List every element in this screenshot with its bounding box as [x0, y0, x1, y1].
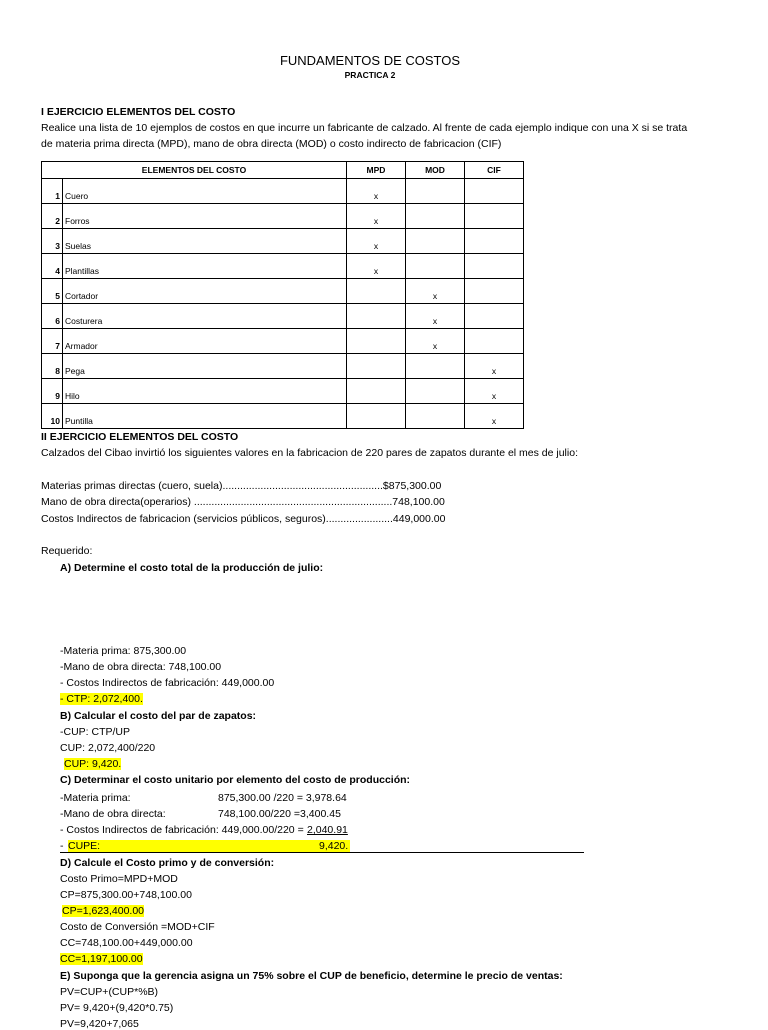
- table-row: [42, 354, 524, 379]
- mpd-mark: x: [347, 254, 406, 279]
- cost-elements-table: [41, 161, 524, 429]
- cif-mark: [465, 179, 524, 204]
- value-materias-primas: Materias primas directas (cuero, suela).......................................................$875,300.00: [41, 480, 442, 492]
- mod-mark: [406, 179, 465, 204]
- table-header-row: [42, 162, 524, 179]
- requerido-label: Requerido:: [41, 545, 93, 557]
- row-number: 1: [42, 179, 63, 204]
- d-conversion-formula: Costo de Conversión =MOD+CIF: [60, 921, 215, 933]
- b-cup-result: CUP: 9,420.: [64, 758, 122, 770]
- cost-element-name: Cuero: [63, 179, 347, 204]
- table-row: [42, 279, 524, 304]
- b-calc: CUP: 2,072,400/220: [60, 742, 156, 754]
- value-costos-indirectos: Costos Indirectos de fabricacion (servicios públicos, seguros).......................449,000.00: [41, 513, 446, 525]
- c-materia-prima-label: -Materia prima:: [60, 792, 131, 804]
- c-cupe-highlight: [68, 840, 350, 852]
- question-d: D) Calcule el Costo primo y de conversión:: [60, 857, 275, 869]
- table-row: [42, 229, 524, 254]
- question-b: B) Calcular el costo del par de zapatos:: [60, 710, 257, 722]
- d-cp-result: CP=1,623,400.00: [62, 905, 145, 917]
- a-mano-obra: -Mano de obra directa: 748,100.00: [60, 661, 222, 673]
- mpd-mark: [347, 404, 406, 429]
- c-mano-obra-label: -Mano de obra directa:: [60, 808, 166, 820]
- cif-mark: [465, 304, 524, 329]
- mod-mark: [406, 229, 465, 254]
- mod-mark: x: [406, 304, 465, 329]
- cif-mark: x: [465, 354, 524, 379]
- c-cupe-label: CUPE:: [68, 840, 101, 852]
- question-a: A) Determine el costo total de la producción de julio:: [60, 562, 324, 574]
- row-number: 2: [42, 204, 63, 229]
- mpd-mark: x: [347, 229, 406, 254]
- c-cupe-value: 9,420.: [319, 840, 349, 852]
- section2-heading: II EJERCICIO ELEMENTOS DEL COSTO: [41, 431, 239, 443]
- mod-mark: [406, 254, 465, 279]
- cif-mark: x: [465, 379, 524, 404]
- row-number: 7: [42, 329, 63, 354]
- mpd-mark: [347, 329, 406, 354]
- mpd-mark: [347, 354, 406, 379]
- cif-mark: [465, 229, 524, 254]
- e-formula: PV=CUP+(CUP*%B): [60, 986, 159, 998]
- cif-mark: [465, 204, 524, 229]
- mod-mark: x: [406, 329, 465, 354]
- b-formula: -CUP: CTP/UP: [60, 726, 131, 738]
- table-row: [42, 204, 524, 229]
- mpd-mark: [347, 304, 406, 329]
- table-row: [42, 179, 524, 204]
- a-materia-prima: -Materia prima: 875,300.00: [60, 645, 187, 657]
- question-c: C) Determinar el costo unitario por elemento del costo de producción:: [60, 774, 411, 786]
- mod-mark: [406, 354, 465, 379]
- row-number: 4: [42, 254, 63, 279]
- e-partial: PV=9,420+7,065: [60, 1018, 139, 1030]
- c-mano-obra-value: 748,100.00/220 =3,400.45: [218, 808, 341, 820]
- cost-element-name: Plantillas: [63, 254, 347, 279]
- row-number: 8: [42, 354, 63, 379]
- mpd-mark: [347, 279, 406, 304]
- cif-mark: x: [465, 404, 524, 429]
- value-mano-obra: Mano de obra directa(operarios) ....................................................................748,100.00: [41, 496, 445, 508]
- c-costos-indirectos-label: - Costos Indirectos de fabricación: 449,000.00/220 =: [60, 824, 304, 836]
- cost-element-name: Armador: [63, 329, 347, 354]
- row-number: 3: [42, 229, 63, 254]
- d-costo-primo-formula: Costo Primo=MPD+MOD: [60, 873, 178, 885]
- cif-mark: [465, 329, 524, 354]
- table-row: [42, 329, 524, 354]
- cost-element-name: Cortador: [63, 279, 347, 304]
- cif-mark: [465, 254, 524, 279]
- total-underline: [60, 852, 584, 853]
- header-mpd: MPD: [347, 162, 406, 179]
- row-number: 10: [42, 404, 63, 429]
- mod-mark: x: [406, 279, 465, 304]
- header-mod: MOD: [406, 162, 465, 179]
- a-ctp-result: - CTP: 2,072,400.: [60, 693, 143, 705]
- table-row: [42, 254, 524, 279]
- cost-element-name: Hilo: [63, 379, 347, 404]
- mpd-mark: x: [347, 179, 406, 204]
- cost-element-name: Suelas: [63, 229, 347, 254]
- cost-element-name: Costurera: [63, 304, 347, 329]
- row-number: 6: [42, 304, 63, 329]
- section2-intro: Calzados del Cibao invirtió los siguientes valores en la fabricacion de 220 pares de zapatos durante el mes de julio:: [41, 447, 578, 459]
- c-cupe-prefix: -: [60, 840, 64, 852]
- mod-mark: [406, 379, 465, 404]
- mpd-mark: [347, 379, 406, 404]
- cost-element-name: Forros: [63, 204, 347, 229]
- header-elementos: ELEMENTOS DEL COSTO: [42, 162, 347, 179]
- cost-element-name: Pega: [63, 354, 347, 379]
- mod-mark: [406, 404, 465, 429]
- e-calc: PV= 9,420+(9,420*0.75): [60, 1002, 174, 1014]
- mpd-mark: x: [347, 204, 406, 229]
- header-cif: CIF: [465, 162, 524, 179]
- a-costos-indirectos: - Costos Indirectos de fabricación: 449,000.00: [60, 677, 275, 689]
- table-row: [42, 304, 524, 329]
- row-number: 9: [42, 379, 63, 404]
- cif-mark: [465, 279, 524, 304]
- d-conversion-calc: CC=748,100.00+449,000.00: [60, 937, 193, 949]
- c-costos-indirectos-value: 2,040.91: [307, 824, 348, 836]
- mod-mark: [406, 204, 465, 229]
- c-materia-prima-value: 875,300.00 /220 = 3,978.64: [218, 792, 347, 804]
- cost-element-name: Puntilla: [63, 404, 347, 429]
- d-cc-result: CC=1,197,100.00: [60, 953, 143, 965]
- document-title: FUNDAMENTOS DE COSTOS: [279, 53, 461, 68]
- question-e: E) Suponga que la gerencia asigna un 75% sobre el CUP de beneficio, determine le precio de ventas:: [60, 970, 563, 982]
- section1-heading: I EJERCICIO ELEMENTOS DEL COSTO: [41, 106, 236, 118]
- d-costo-primo-calc: CP=875,300.00+748,100.00: [60, 889, 192, 901]
- row-number: 5: [42, 279, 63, 304]
- section1-intro-line1: Realice una lista de 10 ejemplos de costos en que incurre un fabricante de calzado. Al frente de cada ejemplo indique con una X si se trata: [41, 122, 688, 134]
- section1-intro-line2: de materia prima directa (MPD), mano de obra directa (MOD) o costo indirecto de fabricacion (CIF): [41, 138, 502, 150]
- table-row: [42, 379, 524, 404]
- table-row: [42, 404, 524, 429]
- document-subtitle: PRACTICA 2: [344, 70, 396, 80]
